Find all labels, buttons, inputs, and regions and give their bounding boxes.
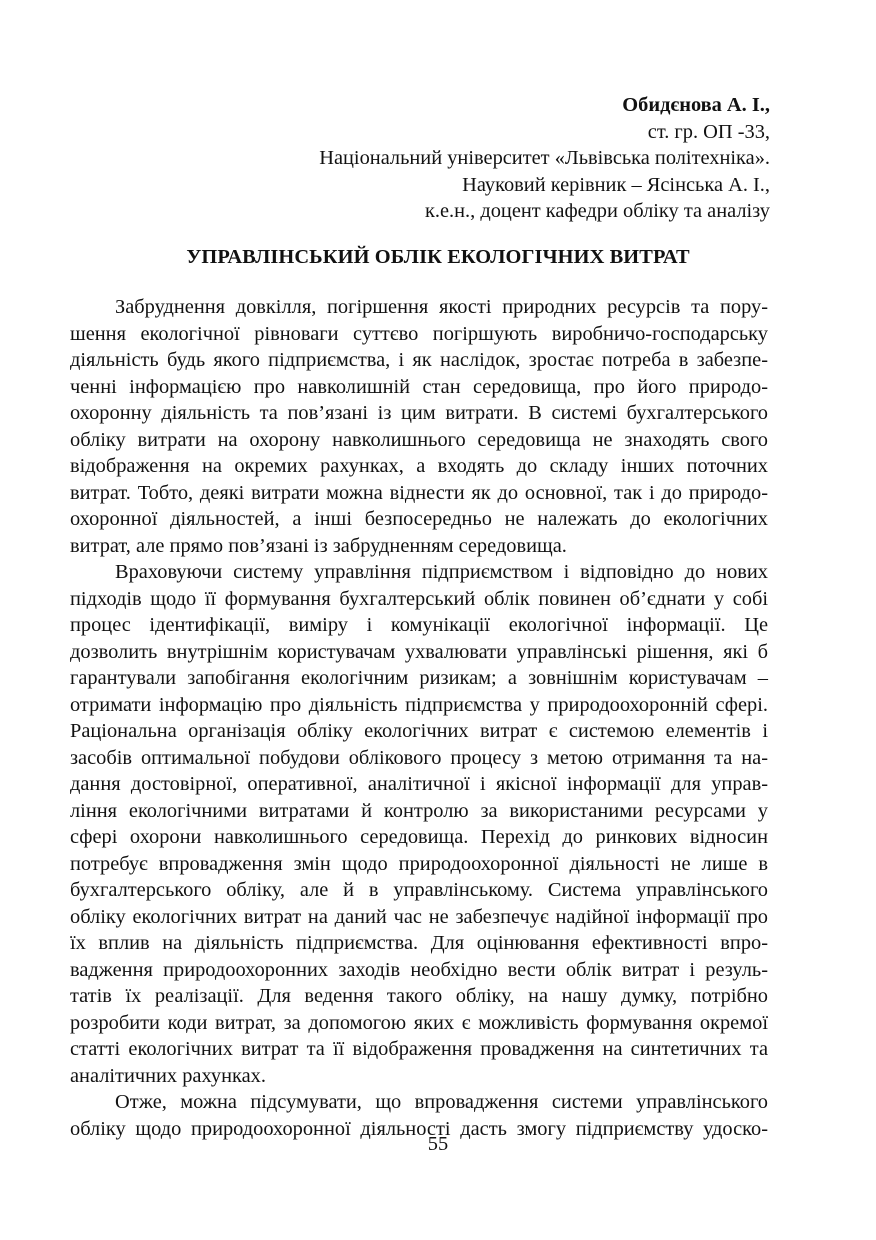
author-university: Національний університет «Львівська політехніка». (319, 147, 770, 169)
text-line: обліку витрати на охорону навколишнього середовища не знаходять свого (70, 428, 768, 451)
text-line: дання достовірної, оперативної, аналітичної і якісної інформації для управ- (70, 773, 768, 795)
text-line: витрат. Тобто, деякі витрати можна віднести як до основної, так і до природо- (70, 481, 768, 504)
paragraph-2 (70, 559, 768, 1089)
text-line: ління екологічними витратами й контролю за використаними ресурсами у (70, 799, 768, 822)
text-line: татів їх реалізації. Для ведення такого обліку, на нашу думку, потрібно (70, 985, 768, 1007)
text-line: ченні інформацією про навколишній стан середовища, про його природо- (70, 375, 768, 398)
text-line: Отже, можна підсумувати, що впровадження системи управлінського (115, 1091, 768, 1113)
text-line: дозволить внутрішнім користувачам ухвалювати управлінські рішення, які б (70, 640, 768, 663)
text-line: статті екологічних витрат та її відображення провадження на синтетичних та (70, 1038, 768, 1060)
text-line: отримати інформацію про діяльність підприємства у природоохоронній сфері. (70, 693, 768, 716)
text-line: процес ідентифікації, виміру і комунікації екологічної інформації. Це (70, 614, 768, 636)
supervisor: Науковий керівник – Ясінська А. І., (462, 173, 770, 196)
author-name: Обидєнова А. І., (622, 94, 770, 116)
paragraph-1 (70, 294, 768, 559)
text-line: аналітичних рахунках. (70, 1064, 266, 1087)
article-title: УПРАВЛІНСЬКИЙ ОБЛІК ЕКОЛОГІЧНИХ ВИТРАТ (186, 246, 690, 268)
page-number: 55 (427, 1133, 449, 1155)
text-line: шення екологічної рівноваги суттєво погіршують виробничо-господарську (70, 322, 768, 345)
text-line: обліку екологічних витрат на даний час не забезпечує надійної інформації про (70, 905, 768, 928)
text-line: Враховуючи систему управління підприємством і відповідно до нових (115, 561, 768, 583)
text-line: бухгалтерського обліку, але й в управлінському. Система управлінського (70, 879, 768, 901)
supervisor-title: к.е.н., доцент кафедри обліку та аналізу (424, 200, 770, 222)
text-line: розробити коди витрат, за допомогою яких є можливість формування окремої (70, 1011, 768, 1034)
text-line: їх вплив на діяльність підприємства. Для оцінювання ефективності впро- (70, 932, 768, 954)
text-line: обліку щодо природоохоронної діяльності дасть змогу підприємству удоско- (70, 1117, 768, 1140)
author-group: ст. гр. ОП -33, (647, 120, 770, 143)
text-line: охоронну діяльність та пов’язані із цим витрати. В системі бухгалтерського (70, 402, 768, 424)
text-line: Раціональна організація обліку екологічних витрат є системою елементів і (70, 720, 768, 742)
text-line: охоронної діяльностей, а інші безпосередньо не належать до екологічних (70, 508, 768, 530)
article-body (70, 294, 768, 1142)
text-line: засобів оптимальної побудови облікового процесу з метою отримання та на- (70, 746, 768, 769)
text-line: гарантували запобігання екологічним ризикам; а зовнішнім користувачам – (70, 667, 768, 689)
text-line: Забруднення довкілля, погіршення якості природних ресурсів та пору- (115, 296, 768, 318)
text-line: вадження природоохоронних заходів необхідно вести облік витрат і резуль- (70, 958, 768, 981)
author-block (319, 92, 770, 225)
text-line: відображення на окремих рахунках, а входять до складу інших поточних (70, 455, 768, 477)
text-line: діяльність будь якого підприємства, і як наслідок, зростає потреба в забезпе- (70, 349, 768, 371)
text-line: потребує впровадження змін щодо природоохоронної діяльності не лише в (70, 852, 768, 875)
text-line: витрат, але прямо пов’язані із забрудненням середовища. (70, 534, 567, 557)
text-line: сфері охорони навколишнього середовища. Перехід до ринкових відносин (70, 826, 768, 848)
text-line: підходів щодо її формування бухгалтерський облік повинен об’єднати у собі (70, 587, 768, 610)
